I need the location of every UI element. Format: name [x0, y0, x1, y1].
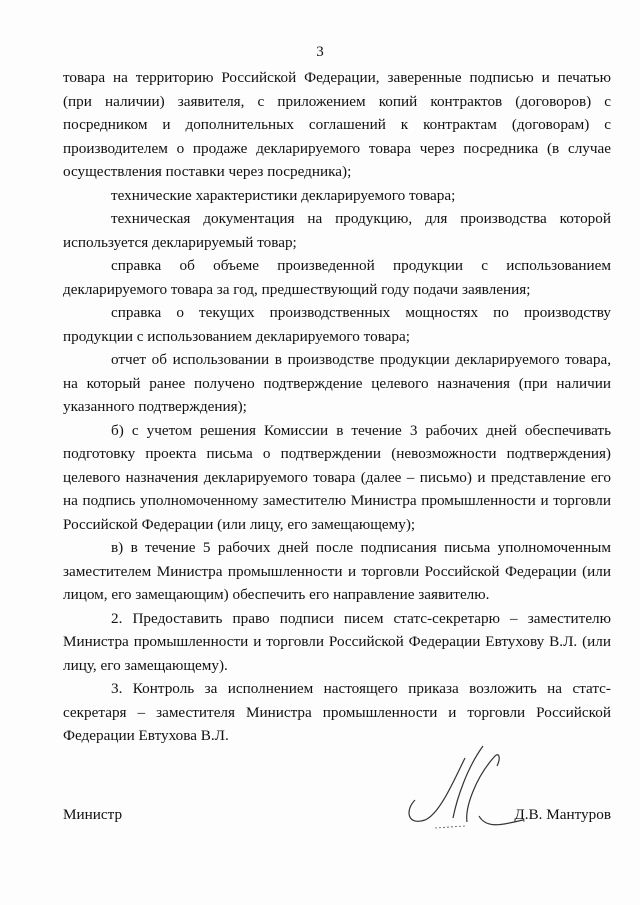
signatory-title: Министр: [63, 806, 123, 823]
document-body: [63, 66, 611, 748]
paragraph: технические характеристики декларируемого товара;: [111, 186, 456, 204]
signatory-name: Д.В. Мантуров: [514, 806, 611, 823]
paragraph: 2. Предоставить право подписи писем статс-секретарю – заместителю Министра промышленности и торговли Российской Федерации Евтухову В.Л. (или лицу, его замещающему).: [63, 609, 611, 674]
paragraph: справка об объеме произведенной продукции с использованием декларируемого товара за год, предшествующий году подачи заявления;: [63, 257, 611, 298]
paragraph: б) с учетом решения Комиссии в течение 3 рабочих дней обеспечивать подготовку проекта письма о подтверждении (невозможности подтверждения) целевого назначения декларируемого товара (далее – письмо) и представление его на подпись уполномоченному заместителю Министра промышленности и торговли Российской Федерации (или лицу, его замещающему);: [63, 421, 611, 533]
paragraph: техническая документация на продукцию, для производства которой используется декларируемый товар;: [63, 210, 611, 251]
page-number: 3: [316, 44, 324, 60]
paragraph: товара на территорию Российской Федерации, заверенные подписью и печатью (при наличии) заявителя, с приложением копий контрактов (договоров) с посредником и дополнительных соглашений к контрактам (договорам) с производителем о продаже декларируемого товара через посредника (в случае осуществления поставки через посредника);: [63, 69, 611, 180]
paragraph: в) в течение 5 рабочих дней после подписания письма уполномоченным заместителем Министра промышленности и торговли Российской Федерации (или лицом, его замещающим) обеспечить его направление заявителю.: [63, 539, 611, 603]
paragraph: 3. Контроль за исполнением настоящего приказа возложить на статс-секретаря – заместителя Министра промышленности и торговли Российской Федерации Евтухова В.Л.: [63, 680, 611, 744]
paragraph: отчет об использовании в производстве продукции декларируемого товара, на который ранее получено подтверждение целевого назначения (при наличии указанного подтверждения);: [63, 351, 611, 415]
handwritten-signature: [395, 738, 530, 833]
paragraph: справка о текущих производственных мощностях по производству продукции с использованием декларируемого товара;: [63, 304, 611, 345]
